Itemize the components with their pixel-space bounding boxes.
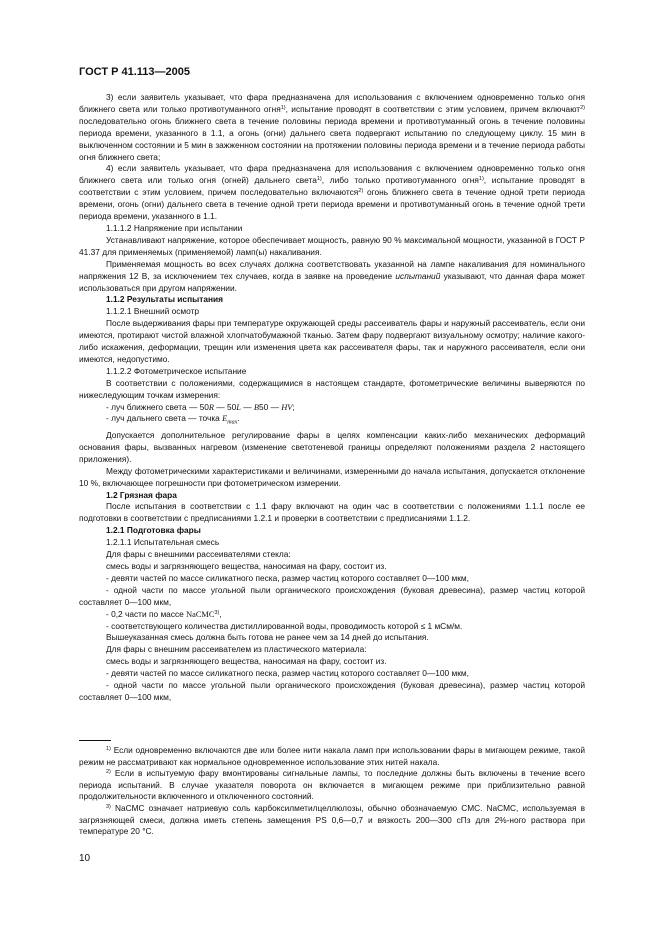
subsection-title: 1.1.2.2 Фотометрическое испытание bbox=[106, 365, 247, 376]
list-item: - соответствующего количества дистиллированной воды, проводимость которой ≤ 1 мСм/м. bbox=[106, 620, 463, 631]
footnote-ref: 2) bbox=[580, 104, 585, 111]
footnote-divider bbox=[79, 740, 111, 741]
subsection-title: 1.1.1.2 Напряжение при испытании bbox=[106, 222, 243, 233]
footnote-ref: 1) bbox=[316, 176, 322, 183]
footnote: $^{1)}$ Если одновременно включаются две или более нити накала ламп при использовании фары в мигающем режиме, такой режим не рассматривают как нормальное одновременное использование этих нитей накала. bbox=[79, 745, 586, 767]
list-item: - девяти частей по массе силикатного песка, размер частиц которого составляет 0—100 мкм, bbox=[106, 668, 469, 679]
paragraph: Между фотометрическими характеристиками и величинами, измеренными до начала испытания, допускается отклонение 10 %, включающее погрешности при фотометрическом измерении. bbox=[79, 465, 585, 488]
paragraph: В соответствии с положениями, содержащимися в настоящем стандарте, фотометрические величины выверяются по нижеследующим точкам измерения: bbox=[79, 377, 585, 400]
footnote-mark: 2) bbox=[106, 769, 111, 776]
footnote-ref: 3) bbox=[214, 609, 220, 616]
footnote-mark: 3) bbox=[106, 803, 111, 810]
footnote-mark: 1) bbox=[106, 746, 111, 752]
document-code-header: ГОСТ Р 41.113—2005 bbox=[79, 66, 190, 78]
section-heading: 1.2.1 Подготовка фары bbox=[106, 525, 201, 536]
list-item: - луч дальнего света — точка $E_{max}$. bbox=[106, 413, 240, 427]
page-number: 10 bbox=[79, 853, 91, 864]
paragraph: После испытания в соответствии с 1.1 фару включают на один час в соответствии с положениями 1.1.1 после ее подготовки в соответствии с предписаниями 1.2.1 и проверки в соответствии с предписаниями 1.1.2. bbox=[79, 501, 585, 524]
list-item: - 0,2 части по массе NaCMC$^{3)}$, bbox=[106, 608, 222, 619]
footnote: $^{3)}$ NaCMC означает натриевую соль карбоксилметилцеллюлозы, обычно обозначаемую CMC. NaCMC, используемая в загрязняющей смеси, должна иметь степень замещения PS 0,6—0,7 и вязкость 200—300 сПз для 2%-ного раствора при температуре 20 °С. bbox=[79, 802, 585, 837]
paragraph: смесь воды и загрязняющего вещества, наносимая на фару, состоит из. bbox=[106, 561, 387, 571]
footnote: $^{2)}$ Если в испытуемую фару вмонтированы сигнальные лампы, то последние должны быть включены в течение всего периода испытаний. В случае указателя поворота он включается в мигающем режиме при приблизительно равной продолжительности включенного и отключенного состояний. bbox=[79, 768, 585, 802]
list-item: - луч ближнего света — 50R — 50L — B50 — HV; bbox=[106, 401, 295, 412]
list-item: - одной части по массе угольной пыли органического происхождения (буковая древесина), размер частиц которой составляет 0—100 мкм, bbox=[79, 680, 585, 702]
paragraph: 3) если заявитель указывает, что фара предназначена для использования с включением одновременно только огня ближнего света или только противотуманного огня$^{1)}$, испытание проводят в соответствии с этим условием, причем включают$^{2)}$ последовательно огонь ближнего света в течение половины периода времени и противотуманный огонь в течение половины периода времени, указанного в 1.1, а огонь (огни) дальнего света подвергают испытанию по следующему циклу. 15 мин в выключенном состоянии и 5 мин в зажженном состоянии на протяжении половины периода времени и в течение периода работы огня ближнего света; bbox=[79, 92, 585, 162]
paragraph: смесь воды и загрязняющего вещества, наносимая на фару, состоит из. bbox=[106, 656, 387, 667]
paragraph: Вышеуказанная смесь должна быть готова не ранее чем за 14 дней до испытания. bbox=[106, 632, 429, 643]
paragraph: Для фары с внешними рассеивателями стекла: bbox=[106, 549, 291, 560]
footnote-ref: 2) bbox=[358, 188, 364, 195]
subsection-title: 1.1.2.1 Внешний осмотр bbox=[106, 306, 200, 317]
paragraph: После выдерживания фары при температуре окружающей среды рассеиватель фары и наружный рассеиватель, если они имеются, протирают чистой влажной хлопчатобумажной тканью. Затем фару подвергают визуальному осмотру; наличие какого-либо искажения, деформации, трещин или изменения цвета как рассеивателя фары, так и наружного рассеивателя, если они имеются, недопустимо. bbox=[79, 318, 585, 364]
subsection-title: 1.2.1.1 Испытательная смесь bbox=[106, 537, 220, 548]
paragraph: 4) если заявитель указывает, что фара предназначена для использования с включением одновременно только огня ближнего света или только огня (огней) дальнего света$^{1)}$, либо только противотуманного огня$^{1)}$, испытание проводят в соответствии с этим условием, причем последовательно включаются$^{2)}$ огонь ближнего света в течение одной трети периода времени, огонь (огни) дальнего света в течение одной трети периода времени и противотуманный огонь в течение одной трети периода времени, указанного в 1.1. bbox=[79, 163, 585, 222]
footnote-ref: 1) bbox=[478, 176, 484, 183]
paragraph: Для фары с внешним рассеивателем из пластического материала: bbox=[106, 644, 367, 655]
paragraph: Устанавливают напряжение, которое обеспечивает мощность, равную 90 % максимальной мощности, указанной в ГОСТ Р 41.37 для применяемых (применяемой) ламп(ы) накаливания. bbox=[79, 234, 585, 257]
section-heading: 1.2 Грязная фара bbox=[106, 489, 177, 500]
list-item: - одной части по массе угольной пыли органического происхождения (буковая древесина), размер частиц которой составляет 0—100 мкм, bbox=[79, 584, 585, 607]
list-item: - девяти частей по массе силикатного песка, размер частиц которого составляет 0—100 мкм, bbox=[106, 572, 469, 583]
paragraph: Допускается дополнительное регулирование фары в целях компенсации каких-либо механических деформаций основания фары, вызванных нагревом (изменение светотеневой границы определяют положениями раздела 2 настоящего приложения). bbox=[79, 430, 585, 464]
paragraph: Применяемая мощность во всех случаях должна соответствовать указанной на лампе накаливания для номинального напряжения 12 В, за исключением тех случаев, когда в заявке на проведение испытаний указывают, что данная фара может использоваться при другом напряжении. bbox=[79, 258, 585, 293]
body-text bbox=[79, 92, 585, 704]
footnotes bbox=[79, 745, 585, 838]
footnote-ref: 1) bbox=[280, 104, 286, 111]
section-heading: 1.1.2 Результаты испытания bbox=[106, 294, 223, 305]
